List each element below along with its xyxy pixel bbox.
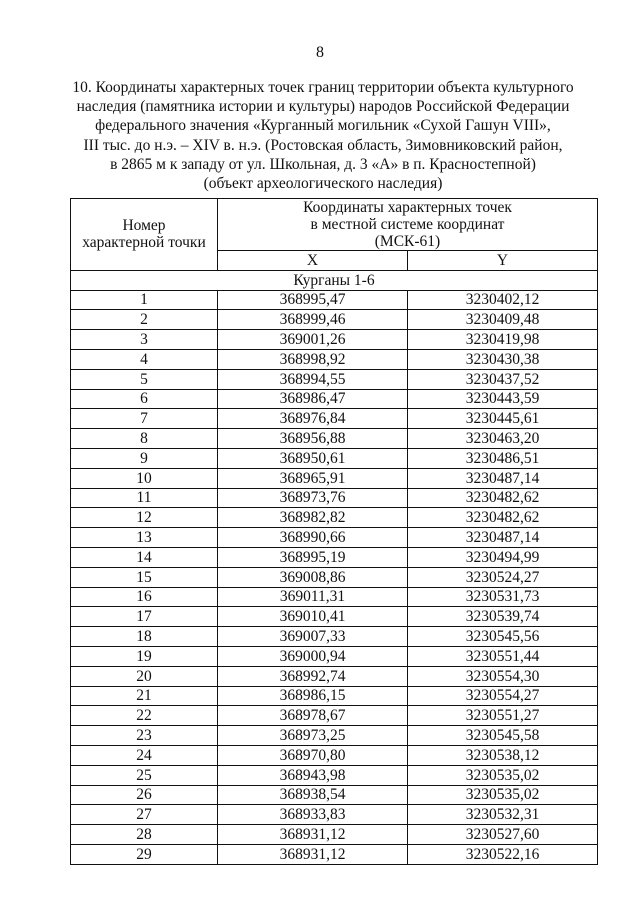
y-coordinate-cell: 3230402,12	[408, 290, 598, 310]
x-coordinate-cell: 369001,26	[218, 330, 408, 350]
table-body	[71, 270, 598, 864]
coordinates-table	[70, 198, 598, 865]
header-coordinates-line: Координаты характерных точек	[303, 199, 512, 216]
x-coordinate-cell: 368973,25	[218, 726, 408, 746]
table-row	[71, 844, 598, 864]
table-row	[71, 448, 598, 468]
page-number: 8	[316, 44, 324, 61]
point-number-cell: 3	[71, 330, 218, 350]
table-row	[71, 369, 598, 389]
point-number-cell: 19	[71, 646, 218, 666]
y-coordinate-cell: 3230409,48	[408, 310, 598, 330]
table-row	[71, 488, 598, 508]
heading-line: (объект археологического наследия)	[203, 175, 443, 193]
point-number-cell: 24	[71, 745, 218, 765]
y-coordinate-cell: 3230531,73	[408, 587, 598, 607]
point-number-cell: 22	[71, 706, 218, 726]
header-coordinates-line: в местной системе координат	[310, 216, 505, 233]
y-coordinate-cell: 3230487,14	[408, 528, 598, 548]
point-number-cell: 26	[71, 785, 218, 805]
y-coordinate-cell: 3230554,30	[408, 666, 598, 686]
y-coordinate-cell: 3230494,99	[408, 547, 598, 567]
x-coordinate-cell: 368956,88	[218, 429, 408, 449]
table-row	[71, 468, 598, 488]
header-point-number-line: характерной точки	[82, 234, 206, 252]
x-coordinate-cell: 368933,83	[218, 805, 408, 825]
y-coordinate-cell: 3230535,02	[408, 765, 598, 785]
x-coordinate-cell: 368976,84	[218, 409, 408, 429]
x-coordinate-cell: 368986,47	[218, 389, 408, 409]
table-row	[71, 587, 598, 607]
y-coordinate-cell: 3230554,27	[408, 686, 598, 706]
x-coordinate-cell: 369010,41	[218, 607, 408, 627]
x-coordinate-cell: 368943,98	[218, 765, 408, 785]
heading-line: в 2865 м к западу от ул. Школьная, д. 3 «А» в п. Красностепной)	[110, 155, 536, 173]
table-row	[71, 785, 598, 805]
y-coordinate-cell: 3230538,12	[408, 745, 598, 765]
x-coordinate-cell: 368978,67	[218, 706, 408, 726]
point-number-cell: 18	[71, 627, 218, 647]
document-heading	[40, 78, 606, 193]
section-row	[71, 270, 598, 290]
y-coordinate-cell: 3230522,16	[408, 844, 598, 864]
header-coordinates-line: (МСК-61)	[374, 233, 441, 250]
point-number-cell: 8	[71, 429, 218, 449]
point-number-cell: 16	[71, 587, 218, 607]
point-number-cell: 29	[71, 844, 218, 864]
y-coordinate-cell: 3230551,44	[408, 646, 598, 666]
point-number-cell: 23	[71, 726, 218, 746]
heading-line: федерального значения «Курганный могильник «Сухой Гашун VIII»,	[95, 117, 551, 135]
y-coordinate-cell: 3230445,61	[408, 409, 598, 429]
table-row	[71, 706, 598, 726]
table-row	[71, 686, 598, 706]
table-row	[71, 310, 598, 330]
header-point-number	[71, 199, 218, 271]
x-coordinate-cell: 368986,15	[218, 686, 408, 706]
x-coordinate-cell: 368999,46	[218, 310, 408, 330]
y-coordinate-cell: 3230486,51	[408, 448, 598, 468]
y-coordinate-cell: 3230443,59	[408, 389, 598, 409]
point-number-cell: 21	[71, 686, 218, 706]
x-coordinate-cell: 369008,86	[218, 567, 408, 587]
y-coordinate-cell: 3230539,74	[408, 607, 598, 627]
table-header-row	[71, 199, 598, 251]
x-coordinate-cell: 368965,91	[218, 468, 408, 488]
x-coordinate-cell: 368995,47	[218, 290, 408, 310]
point-number-cell: 5	[71, 369, 218, 389]
table-row	[71, 825, 598, 845]
x-coordinate-cell: 368995,19	[218, 547, 408, 567]
header-y: Y	[408, 251, 598, 271]
point-number-cell: 9	[71, 448, 218, 468]
point-number-cell: 2	[71, 310, 218, 330]
x-coordinate-cell: 368973,76	[218, 488, 408, 508]
point-number-cell: 17	[71, 607, 218, 627]
table-row	[71, 330, 598, 350]
table-row	[71, 429, 598, 449]
y-coordinate-cell: 3230487,14	[408, 468, 598, 488]
y-coordinate-cell: 3230482,62	[408, 508, 598, 528]
table-row	[71, 290, 598, 310]
point-number-cell: 10	[71, 468, 218, 488]
table-row	[71, 646, 598, 666]
heading-line: III тыс. до н.э. – XIV в. н.э. (Ростовская область, Зимовниковский район,	[83, 136, 563, 154]
x-coordinate-cell: 368931,12	[218, 825, 408, 845]
y-coordinate-cell: 3230524,27	[408, 567, 598, 587]
table-row	[71, 409, 598, 429]
x-coordinate-cell: 368992,74	[218, 666, 408, 686]
y-coordinate-cell: 3230527,60	[408, 825, 598, 845]
header-x: X	[218, 251, 408, 271]
table-row	[71, 349, 598, 369]
table-row	[71, 627, 598, 647]
point-number-cell: 11	[71, 488, 218, 508]
point-number-cell: 7	[71, 409, 218, 429]
header-coordinates	[218, 199, 598, 251]
x-coordinate-cell: 368970,80	[218, 745, 408, 765]
y-coordinate-cell: 3230419,98	[408, 330, 598, 350]
point-number-cell: 6	[71, 389, 218, 409]
y-coordinate-cell: 3230551,27	[408, 706, 598, 726]
y-coordinate-cell: 3230430,38	[408, 349, 598, 369]
table-row	[71, 765, 598, 785]
table-row	[71, 805, 598, 825]
table-row	[71, 528, 598, 548]
x-coordinate-cell: 368931,12	[218, 844, 408, 864]
x-coordinate-cell: 368994,55	[218, 369, 408, 389]
table-row	[71, 745, 598, 765]
table-row	[71, 726, 598, 746]
y-coordinate-cell: 3230482,62	[408, 488, 598, 508]
x-coordinate-cell: 369007,33	[218, 627, 408, 647]
point-number-cell: 14	[71, 547, 218, 567]
table-row	[71, 567, 598, 587]
y-coordinate-cell: 3230532,31	[408, 805, 598, 825]
y-coordinate-cell: 3230463,20	[408, 429, 598, 449]
table-row	[71, 389, 598, 409]
point-number-cell: 4	[71, 349, 218, 369]
y-coordinate-cell: 3230545,56	[408, 627, 598, 647]
point-number-cell: 27	[71, 805, 218, 825]
x-coordinate-cell: 369011,31	[218, 587, 408, 607]
table-row	[71, 666, 598, 686]
heading-line: наследия (памятника истории и культуры) народов Российской Федерации	[76, 98, 570, 116]
x-coordinate-cell: 368990,66	[218, 528, 408, 548]
point-number-cell: 1	[71, 290, 218, 310]
x-coordinate-cell: 368938,54	[218, 785, 408, 805]
y-coordinate-cell: 3230535,02	[408, 785, 598, 805]
heading-line: 10. Координаты характерных точек границ территории объекта культурного	[72, 79, 574, 96]
x-coordinate-cell: 368998,92	[218, 349, 408, 369]
x-coordinate-cell: 369000,94	[218, 646, 408, 666]
point-number-cell: 28	[71, 825, 218, 845]
table-row	[71, 547, 598, 567]
point-number-cell: 20	[71, 666, 218, 686]
point-number-cell: 15	[71, 567, 218, 587]
point-number-cell: 13	[71, 528, 218, 548]
point-number-cell: 12	[71, 508, 218, 528]
y-coordinate-cell: 3230437,52	[408, 369, 598, 389]
section-title: Курганы 1-6	[71, 270, 598, 290]
header-point-number-line: Номер	[122, 217, 166, 235]
x-coordinate-cell: 368982,82	[218, 508, 408, 528]
y-coordinate-cell: 3230545,58	[408, 726, 598, 746]
x-coordinate-cell: 368950,61	[218, 448, 408, 468]
point-number-cell: 25	[71, 765, 218, 785]
table-row	[71, 508, 598, 528]
table-row	[71, 607, 598, 627]
